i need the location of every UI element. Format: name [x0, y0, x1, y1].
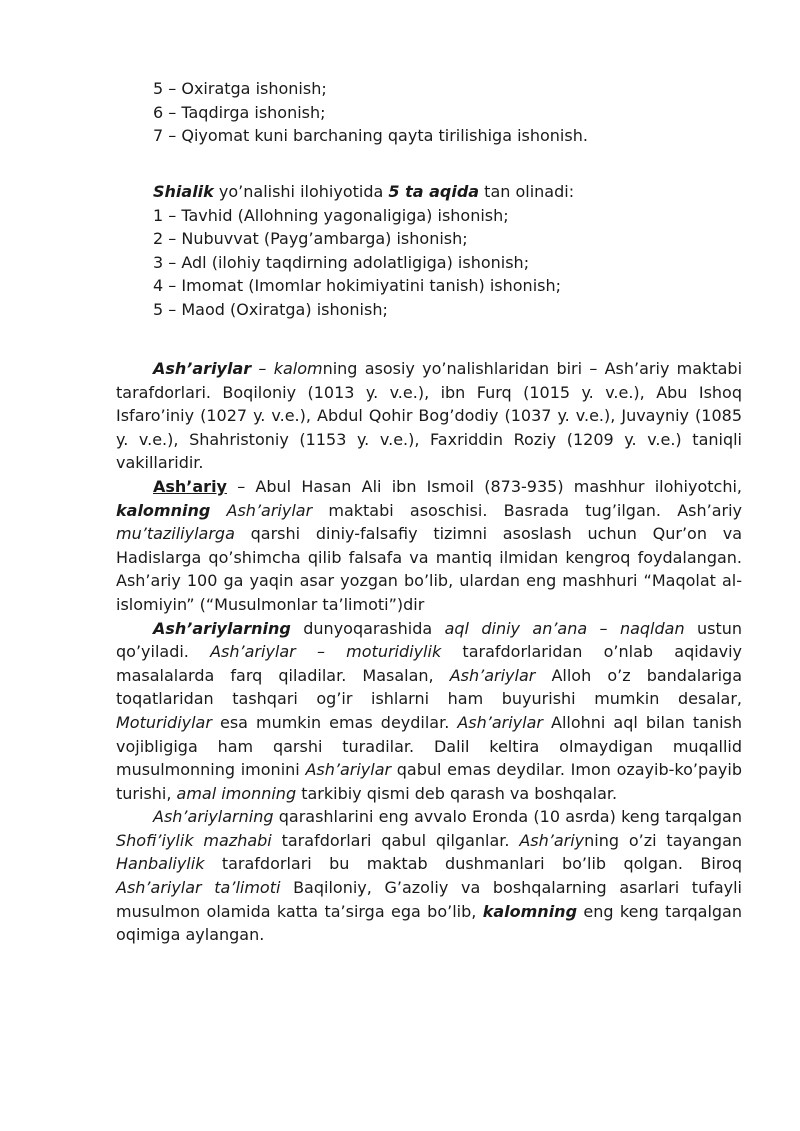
- belief-list-continued: [153, 77, 753, 148]
- list-item: 4 – Imomat (Imomlar hokimiyatini tanish) ishonish;: [153, 276, 561, 296]
- paragraph-worldview: Ash’ariylarning dunyoqarashida aql diniy an’ana – naqldan ustun qo’yiladi. Ash’ariylar – moturidiylik tarafdorlaridan o’nlab aqidaviy masalalarda farq qiladilar. Masalan, Ash’ariylar Alloh o’z bandalariga toqatlaridan tashqari og’ir ishlarni ham buyurishi mumkin desalar, Moturidiylar esa mumkin emas deydilar. Ash’ariylar Allohni aql bilan tanish vojibligiga ham qarshi turadilar. Dalil keltira olmaydigan muqallid musulmonning imonini Ash’ariylar qabul emas deydilar. Imon ozayib-ko’payib turishi, amal imonning tarkibiy qismi deb qarash va boshqalar.: [116, 618, 743, 803]
- list-item: 2 – Nubuvvat (Payg’ambarga) ishonish;: [153, 229, 468, 249]
- shia-beliefs-section: [153, 180, 753, 322]
- shia-intro-line: Shialik yo’nalishi ilohiyotida 5 ta aqida tan olinadi:: [153, 182, 575, 201]
- list-item: 1 – Tavhid (Allohning yagonaligiga) ishonish;: [153, 205, 509, 225]
- body-text: [116, 357, 742, 947]
- list-item: 6 – Taqdirga ishonish;: [153, 102, 326, 122]
- list-item: 5 – Maod (Oxiratga) ishonish;: [153, 299, 388, 319]
- list-item: 7 – Qiyomat kuni barchaning qayta tirilishiga ishonish.: [153, 126, 588, 146]
- list-item: 3 – Adl (ilohiy taqdirning adolatligiga) ishonish;: [153, 252, 530, 272]
- paragraph-ashariylar: Ash’ariylar – kalomning asosiy yo’nalishlaridan biri – Ash’ariy maktabi tarafdorlari. Boqiloniy (1013 y. v.e.), ibn Furq (1015 y. v.e.), Abu Ishoq Isfaro’iniy (1027 y. v.e.), Abdul Qohir Bog’dodiy (1037 y. v.e.), Juvayniy (1085 y. v.e.), Shahristoniy (1153 y. v.e.), Faxriddin Roziy (1209 y. v.e.) taniqli vakillaridir.: [116, 359, 743, 473]
- paragraph-ashariy: Ash’ariy – Abul Hasan Ali ibn Ismoil (873-935) mashhur ilohiyotchi, kalomning Ash’ariylar maktabi asoschisi. Basrada tug’ilgan. Ash’ariy mu’taziliylarga qarshi diniy-falsafiy tizimni asoslash uchun Qur’on va Hadislarga qo’shimcha qilib falsafa va mantiq ilmidan kengroq foydalangan. Ash’ariy 100 ga yaqin asar yozgan bo’lib, ulardan eng mashhuri “Maqolat al-islomiyin” (“Musulmonlar ta’limoti”)dir: [116, 476, 742, 614]
- belief-count: 5 ta aqida: [388, 182, 480, 201]
- term-shialik: Shialik: [153, 182, 214, 201]
- paragraph-spread: Ash’ariylarning qarashlarini eng avvalo Eronda (10 asrda) keng tarqalgan Shofi’iylik mazhabi tarafdorlari qabul qilganlar. Ash’ariyning o’zi tayangan Hanbaliylik tarafdorlari bu maktab dushmanlari bo’lib qolgan. Biroq Ash’ariylar ta’limoti Baqiloniy, G’azoliy va boshqalarning asarlari tufayli musulmon olamida katta ta’sirga ega bo’lib, kalomning eng keng tarqalgan oqimiga aylangan.: [116, 807, 743, 945]
- list-item: 5 – Oxiratga ishonish;: [153, 79, 327, 98]
